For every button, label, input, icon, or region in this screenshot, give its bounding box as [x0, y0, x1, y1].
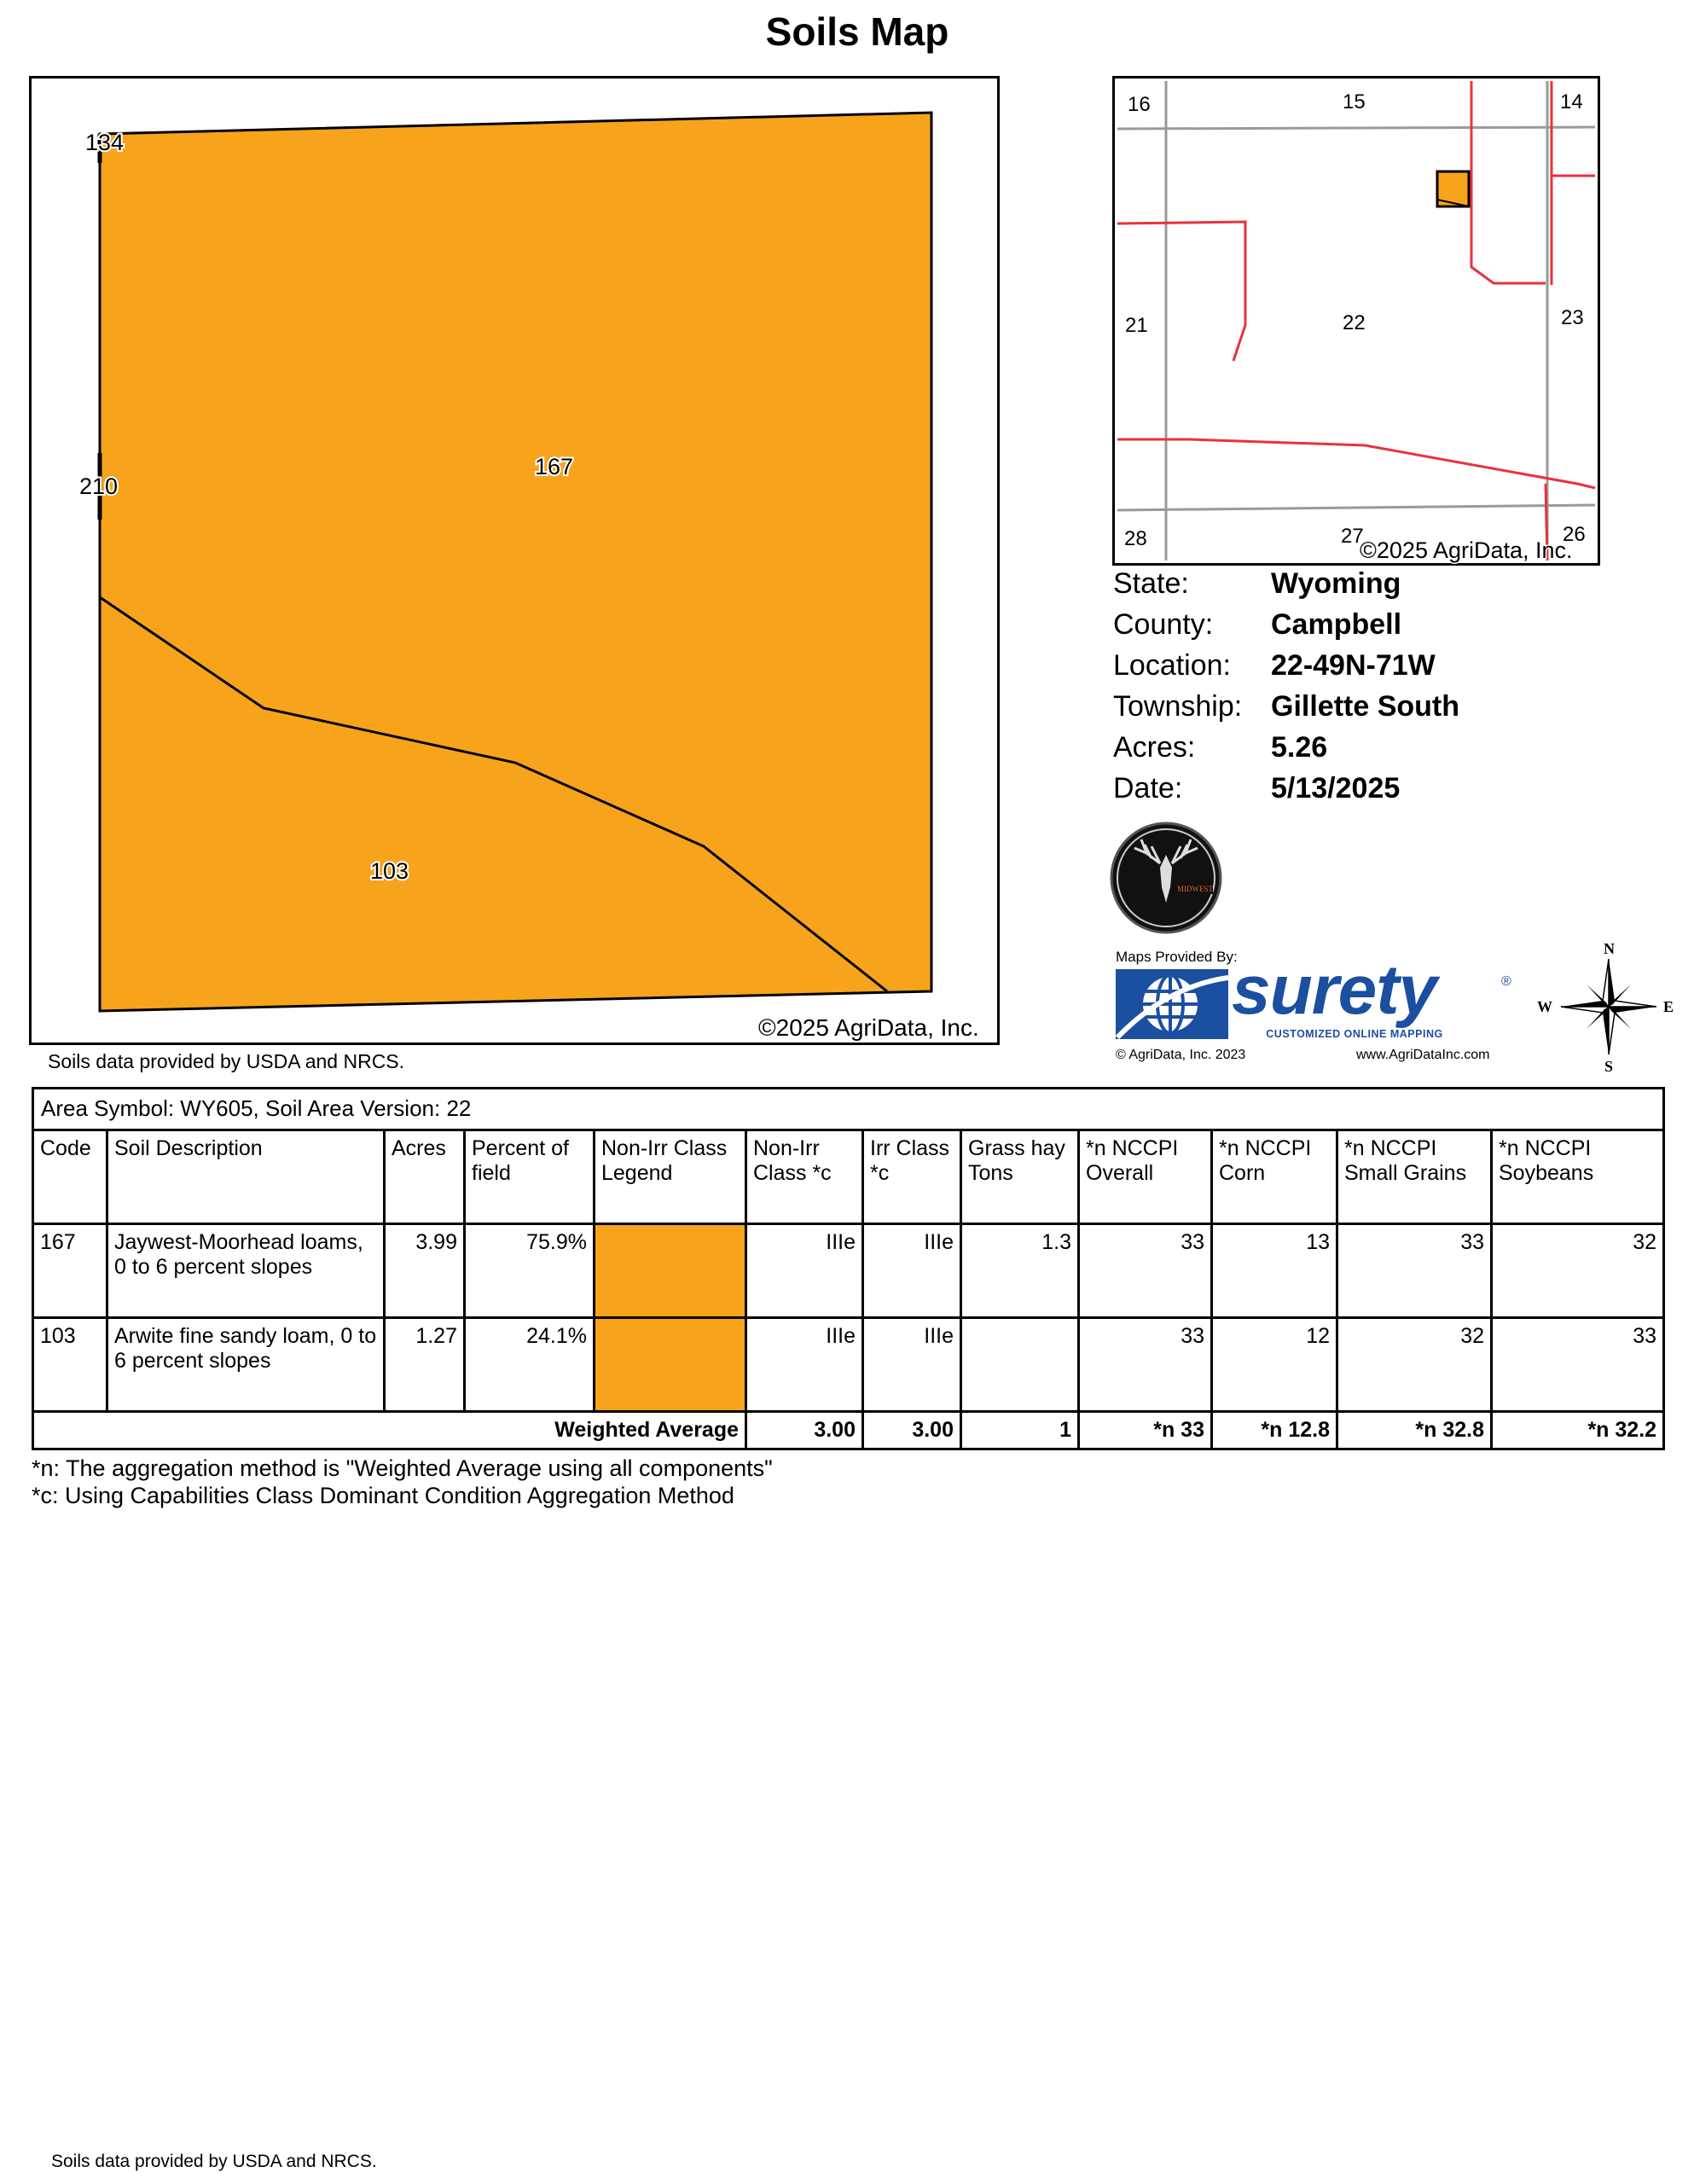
non-irr-class: IIIe: [746, 1223, 863, 1317]
weighted-non-irr-class: 3.00: [746, 1411, 863, 1449]
section-14: 14: [1560, 90, 1583, 113]
surety-wordmark: surety: [1232, 951, 1437, 1029]
soils-table: [32, 1087, 1665, 1450]
compass-rose-icon: [1535, 938, 1689, 1075]
state-label: State:: [1113, 567, 1189, 600]
column-header: Grass hay Tons: [961, 1130, 1079, 1223]
acres-label: Acres:: [1113, 731, 1196, 764]
irr-class: IIIe: [863, 1317, 961, 1411]
section-26: 26: [1563, 523, 1586, 546]
section-23: 23: [1561, 306, 1584, 329]
column-header: Code: [33, 1130, 107, 1223]
column-header: Non-Irr Class *c: [746, 1130, 863, 1223]
footnote-c: *c: Using Capabilities Class Dominant Condition Aggregation Method: [32, 1483, 734, 1508]
area-symbol-caption: Area Symbol: WY605, Soil Area Version: 22: [33, 1089, 1664, 1130]
weighted-nccpi-overall: *n 33: [1079, 1411, 1212, 1449]
soil-percent: 24.1%: [465, 1317, 595, 1411]
weighted-nccpi-soybeans: *n 32.2: [1492, 1411, 1664, 1449]
agridata-url: www.AgriDataInc.com: [1356, 1048, 1490, 1062]
column-header: Non-Irr Class Legend: [595, 1130, 746, 1223]
weighted-irr-class: 3.00: [863, 1411, 961, 1449]
nccpi-corn: 12: [1212, 1317, 1337, 1411]
compass-n: N: [1604, 940, 1615, 957]
class-legend-swatch: [595, 1223, 746, 1317]
compass-s: S: [1604, 1058, 1614, 1075]
nccpi-soybeans: 33: [1492, 1317, 1664, 1411]
registered-mark: ®: [1501, 974, 1511, 989]
column-header: *n NCCPI Corn: [1212, 1130, 1337, 1223]
column-header: *n NCCPI Soybeans: [1492, 1130, 1664, 1223]
compass-w: W: [1537, 998, 1552, 1015]
nccpi-overall: 33: [1079, 1317, 1212, 1411]
locator-copyright: ©2025 AgriData, Inc.: [1360, 537, 1573, 563]
nccpi-small-grains: 32: [1337, 1317, 1492, 1411]
section-15: 15: [1343, 90, 1366, 113]
section-21: 21: [1125, 314, 1148, 337]
soil-label-134: 134: [85, 130, 125, 155]
column-header: *n NCCPI Overall: [1079, 1130, 1212, 1223]
soil-polygon-167: [100, 113, 931, 1011]
irr-class: IIIe: [863, 1223, 961, 1317]
nccpi-soybeans: 32: [1492, 1223, 1664, 1317]
date-value: 5/13/2025: [1271, 772, 1401, 804]
township-label: Township:: [1113, 690, 1243, 723]
grass-hay: [961, 1317, 1079, 1411]
county-value: Campbell: [1271, 608, 1402, 641]
weighted-average-row: [33, 1411, 1664, 1449]
soil-acres: 1.27: [385, 1317, 465, 1411]
column-header: Soil Description: [107, 1130, 385, 1223]
weighted-average-label: Weighted Average: [33, 1411, 746, 1449]
location-label: Location:: [1113, 649, 1231, 682]
table-row: [33, 1317, 1664, 1411]
footnote-n: *n: The aggregation method is "Weighted Average using all components": [32, 1455, 773, 1481]
weighted-nccpi-corn: *n 12.8: [1212, 1411, 1337, 1449]
soil-label-103: 103: [370, 858, 409, 884]
column-header: *n NCCPI Small Grains: [1337, 1130, 1492, 1223]
column-header: Irr Class *c: [863, 1130, 961, 1223]
midwest-deer-logo: [1109, 821, 1223, 935]
soil-code: 167: [33, 1223, 107, 1317]
section-28: 28: [1124, 527, 1147, 550]
soil-description: Arwite fine sandy loam, 0 to 6 percent slopes: [107, 1317, 385, 1411]
table-header-row: [33, 1130, 1664, 1223]
county-label: County:: [1113, 608, 1214, 641]
nccpi-overall: 33: [1079, 1223, 1212, 1317]
page-title: Soils Map: [765, 9, 949, 54]
soil-code: 103: [33, 1317, 107, 1411]
soil-label-210: 210: [79, 473, 119, 499]
location-value: 22-49N-71W: [1271, 649, 1436, 682]
bottom-source-note: Soils data provided by USDA and NRCS.: [51, 2152, 377, 2171]
weighted-grass-hay: 1: [961, 1411, 1079, 1449]
class-legend-swatch: [595, 1317, 746, 1411]
date-label: Date:: [1113, 772, 1183, 804]
nccpi-small-grains: 33: [1337, 1223, 1492, 1317]
map-copyright: ©2025 AgriData, Inc.: [758, 1014, 979, 1041]
weighted-nccpi-small-grains: *n 32.8: [1337, 1411, 1492, 1449]
section-22: 22: [1343, 311, 1366, 334]
maps-provided-by: Maps Provided By:: [1116, 949, 1238, 965]
logo-text: MIDWEST: [1177, 885, 1213, 893]
acres-value: 5.26: [1271, 731, 1328, 764]
column-header: Percent of field: [465, 1130, 595, 1223]
non-irr-class: IIIe: [746, 1317, 863, 1411]
soil-description: Jaywest-Moorhead loams, 0 to 6 percent slopes: [107, 1223, 385, 1317]
soil-percent: 75.9%: [465, 1223, 595, 1317]
section-16: 16: [1128, 93, 1151, 116]
township-value: Gillette South: [1271, 690, 1459, 723]
agridata-copyright: © AgriData, Inc. 2023: [1116, 1048, 1246, 1062]
compass-e: E: [1663, 998, 1674, 1015]
locator-map: [1112, 76, 1600, 566]
grass-hay: 1.3: [961, 1223, 1079, 1317]
surety-globe-icon: [1116, 969, 1228, 1039]
soil-label-167: 167: [535, 454, 574, 479]
state-value: Wyoming: [1271, 567, 1401, 600]
section-27: 27: [1341, 525, 1364, 548]
nccpi-corn: 13: [1212, 1223, 1337, 1317]
table-row: [33, 1223, 1664, 1317]
surety-tagline: CUSTOMIZED ONLINE MAPPING: [1266, 1028, 1443, 1040]
column-header: Acres: [385, 1130, 465, 1223]
soils-source-note: Soils data provided by USDA and NRCS.: [48, 1050, 405, 1072]
soil-acres: 3.99: [385, 1223, 465, 1317]
soils-map: [29, 76, 1000, 1045]
